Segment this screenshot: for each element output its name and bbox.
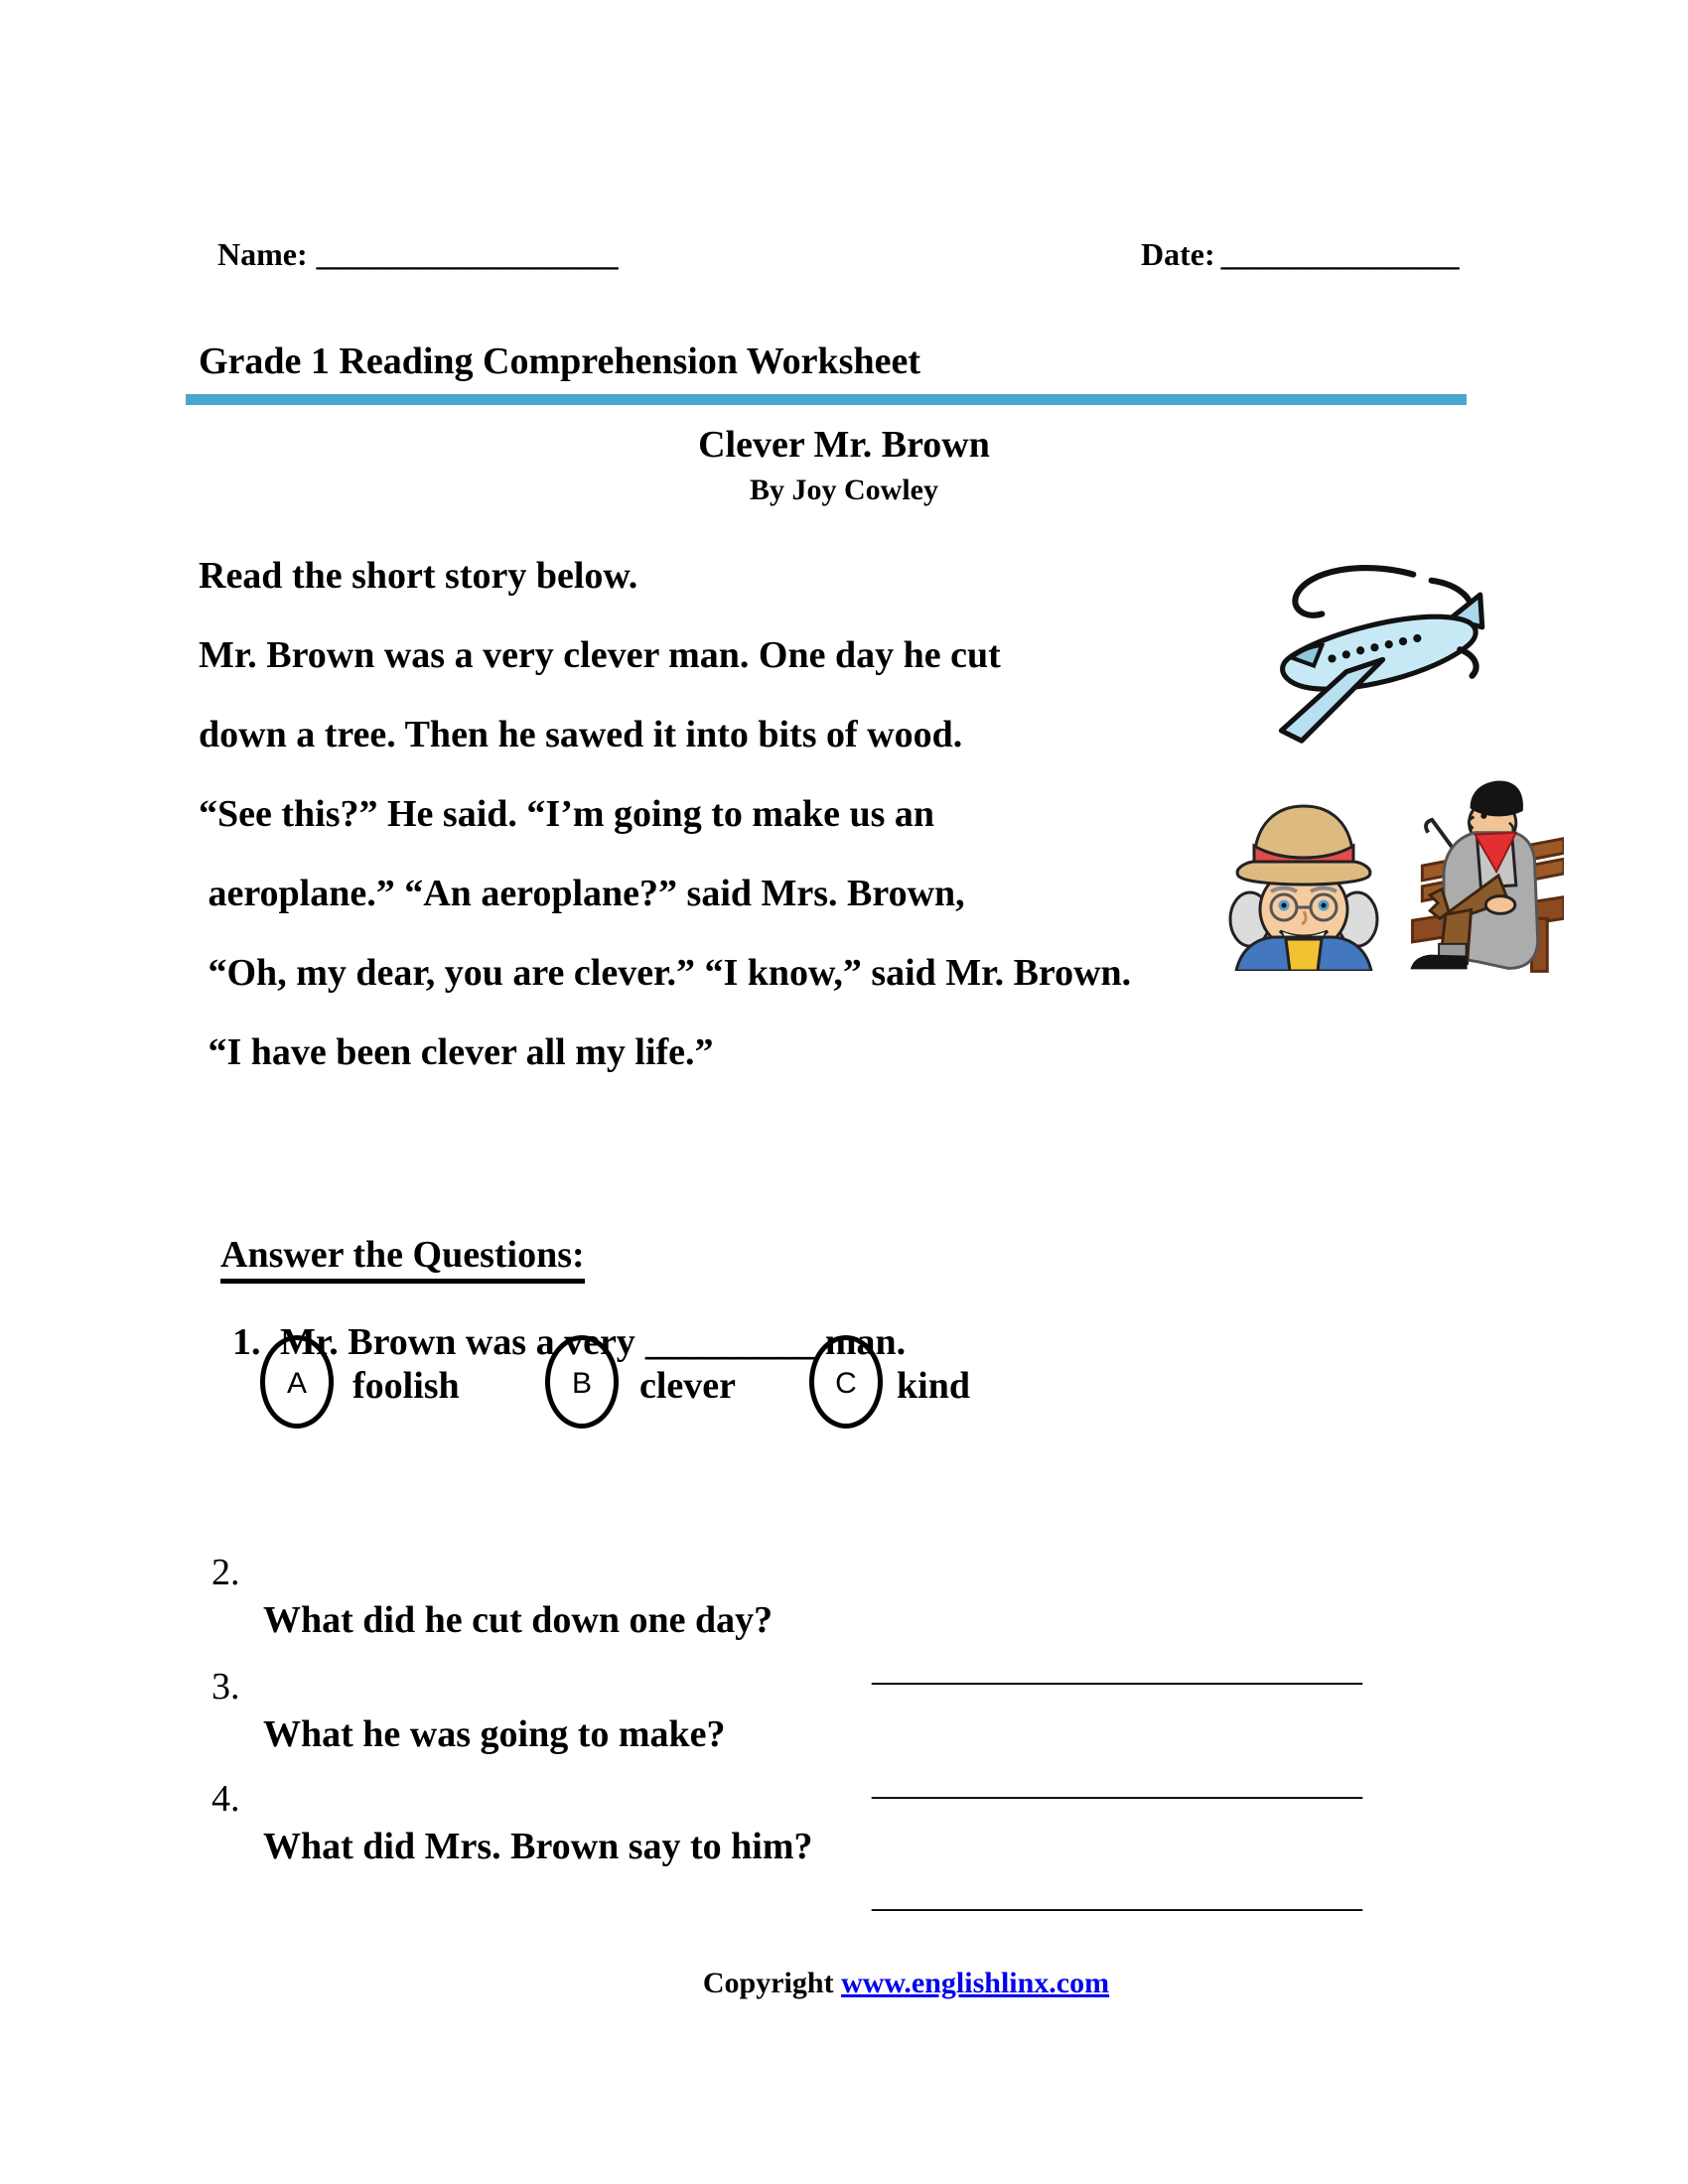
question-3-prompt: What he was going to make? <box>263 1713 726 1755</box>
option-circle-c[interactable] <box>809 1335 883 1429</box>
option-letter-a: A <box>286 1367 307 1400</box>
name-row <box>202 192 619 275</box>
question-3-row <box>0 1615 1688 1803</box>
option-letter-b: B <box>571 1367 592 1400</box>
mrs-brown-clipart-icon <box>1223 792 1384 971</box>
questions-heading-text: Answer the Questions: <box>220 1231 585 1284</box>
questions-heading <box>202 1183 585 1284</box>
footer-copyright <box>0 1924 1688 2003</box>
question-1-prompt: Mr. Brown was a very <box>280 1321 635 1363</box>
question-2-prompt: What did he cut down one day? <box>263 1599 774 1641</box>
option-label-clever: clever <box>639 1365 737 1407</box>
option-label-foolish: foolish <box>352 1365 460 1407</box>
question-4-prompt: What did Mrs. Brown say to him? <box>263 1826 813 1867</box>
option-circle-b[interactable] <box>545 1335 619 1429</box>
worksheet-title: Grade 1 Reading Comprehension Worksheet <box>199 341 920 382</box>
story-line: Mr. Brown was a very clever man. One day he cut <box>199 634 1001 676</box>
question-2-row <box>0 1501 1688 1689</box>
question-4-number: 4. <box>211 1778 240 1820</box>
story-text-block <box>199 536 1131 1092</box>
option-letter-c: C <box>835 1367 857 1400</box>
story-instruction: Read the short story below. <box>199 555 638 597</box>
date-row <box>1125 192 1460 275</box>
question-1-prompt-after: man. <box>824 1321 907 1363</box>
date-blank-line: _______________ <box>1220 236 1460 272</box>
option-label-kind: kind <box>897 1365 970 1407</box>
option-circle-a[interactable] <box>260 1335 334 1429</box>
airplane-clipart-icon <box>1261 559 1494 764</box>
copyright-label: Copyright <box>702 1967 842 1999</box>
title-divider-rule <box>186 394 1467 405</box>
question-2-answer-line: __________________________ <box>872 1647 1362 1689</box>
story-title: Clever Mr. Brown <box>698 424 990 466</box>
question-4-answer-line: __________________________ <box>872 1873 1362 1915</box>
englishlinx-link[interactable]: www.englishlinx.com <box>841 1967 1110 1999</box>
story-line: “See this?” He said. “I’m going to make us an <box>199 793 935 835</box>
mr-brown-bench-clipart-icon <box>1383 774 1564 973</box>
story-line: “Oh, my dear, you are clever.” “I know,” said Mr. Brown. <box>199 952 1132 994</box>
story-byline: By Joy Cowley <box>750 474 938 506</box>
date-label: Date: <box>1141 236 1215 272</box>
name-blank-line: ___________________ <box>316 236 619 272</box>
story-line: down a tree. Then he sawed it into bits of wood. <box>199 714 963 755</box>
question-2-number: 2. <box>211 1552 240 1593</box>
name-label: Name: <box>217 236 308 272</box>
question-3-answer-line: __________________________ <box>872 1761 1362 1803</box>
question-3-number: 3. <box>211 1666 240 1707</box>
question-1-number: 1. <box>232 1321 261 1363</box>
story-line: aeroplane.” “An aeroplane?” said Mrs. Brown, <box>199 873 965 914</box>
question-4-row <box>0 1727 1688 1915</box>
story-line: “I have been clever all my life.” <box>199 1031 714 1073</box>
question-1-blank: _________ <box>644 1321 815 1363</box>
